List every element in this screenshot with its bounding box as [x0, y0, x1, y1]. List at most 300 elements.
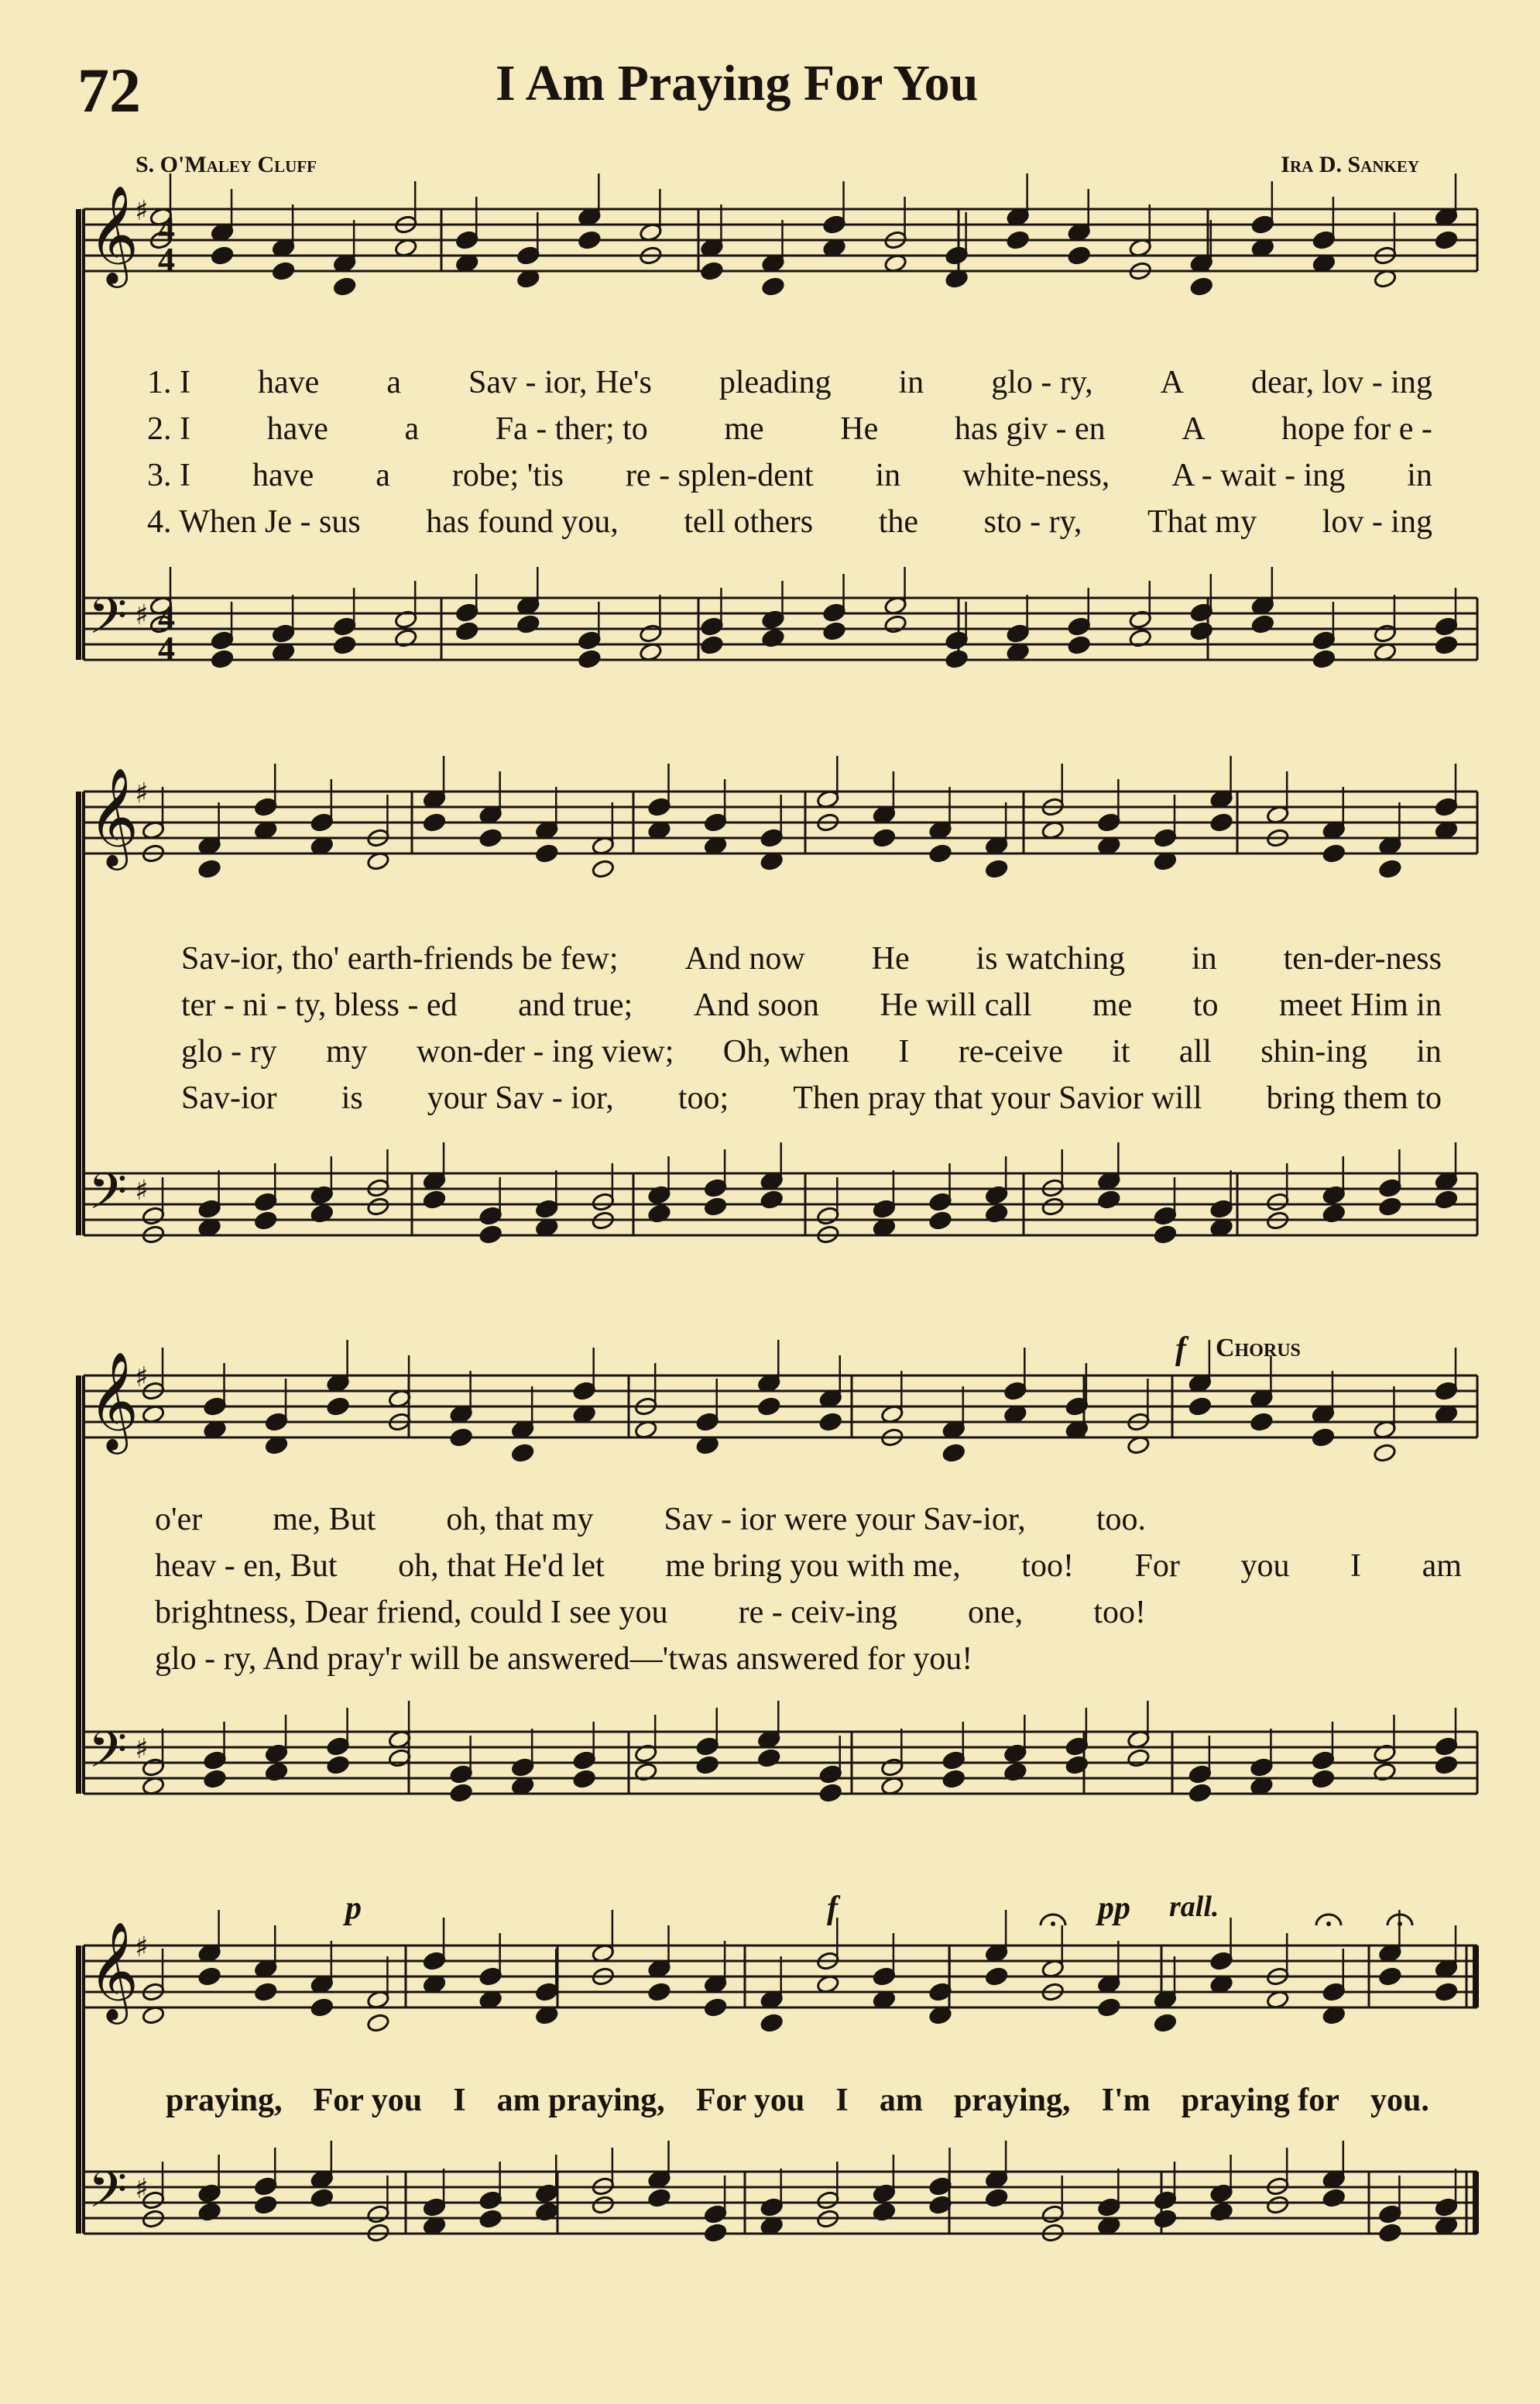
lyric-word: and true; [518, 987, 633, 1023]
note-head [254, 1192, 278, 1212]
note-head [1312, 230, 1336, 250]
lyric-word: That my [1147, 504, 1257, 540]
lyric-word: A - wait - ing [1171, 458, 1346, 493]
note-head [695, 1412, 719, 1432]
bass-clef-icon: 𝄢 [88, 1722, 128, 1791]
note-head [928, 1192, 952, 1212]
time-signature-top: 4 [158, 210, 175, 248]
lyric-word: He will call [880, 987, 1032, 1023]
lyric-word: to [1192, 987, 1219, 1023]
note-head [1266, 2195, 1290, 2215]
hymn-title: I Am Praying For You [496, 55, 979, 112]
note-head [1041, 2204, 1065, 2224]
note-head [704, 1178, 728, 1198]
lyric-word: me, But [273, 1502, 376, 1537]
note-head [478, 1966, 502, 1987]
lyric-word: 4. When Je - sus [147, 504, 361, 540]
lyric-word: have [258, 365, 320, 400]
note-head [942, 1750, 966, 1770]
note-head [880, 1757, 904, 1777]
note-head [272, 623, 296, 644]
sharp-icon: ♯ [135, 778, 149, 809]
note-head [1250, 1757, 1274, 1777]
lyric-word: glo - ry, [991, 365, 1093, 400]
note-head [572, 1750, 596, 1770]
note-head [366, 2013, 390, 2033]
lyric-word: too. [1096, 1502, 1146, 1537]
note-head [761, 276, 785, 297]
note-head [511, 1443, 535, 1463]
note-head [254, 2195, 278, 2215]
note-head [1003, 1381, 1027, 1401]
lyric-line [155, 1640, 1177, 1678]
note-head [455, 603, 479, 623]
lyric-word: in [1407, 458, 1432, 493]
lyric-word: I [1350, 1548, 1362, 1584]
note-head [211, 649, 235, 669]
note-head [1322, 843, 1346, 864]
note-head [1250, 1412, 1274, 1432]
note-head [1065, 1736, 1089, 1757]
note-head [423, 1190, 447, 1210]
note-head [1067, 616, 1091, 637]
note-head [203, 1750, 227, 1770]
lyric-line [181, 940, 1442, 977]
note-head [211, 246, 235, 266]
lyric-line [155, 1501, 1146, 1538]
lyric-word: too; [677, 1080, 729, 1116]
note-head [1435, 1190, 1459, 1210]
note-head [1251, 614, 1275, 634]
note-head [1266, 1192, 1290, 1212]
bass-clef-icon: 𝄢 [88, 2162, 128, 2231]
lyric-word: shin-ing [1260, 1034, 1367, 1070]
note-head [310, 812, 334, 833]
lyric-word: He [871, 941, 910, 977]
note-head [1312, 1750, 1336, 1770]
lyric-word: For you [313, 2083, 423, 2118]
lyric-word: is watching [976, 941, 1126, 977]
lyric-word: Fa - ther; to [495, 411, 648, 447]
lyric-word: He [840, 411, 879, 447]
lyric-word: oh, that He'd let [398, 1548, 605, 1584]
note-head [883, 614, 907, 634]
lyric-word: tell others [684, 504, 814, 540]
note-head [1378, 1966, 1402, 1987]
note-head [760, 828, 784, 848]
note-head [511, 1757, 535, 1777]
note-head [639, 623, 663, 644]
sharp-icon: ♯ [135, 1362, 149, 1393]
note-head [1435, 230, 1459, 250]
note-head [1188, 1764, 1212, 1784]
fermata-dot [1051, 1921, 1055, 1926]
note-head [700, 261, 724, 281]
note-head [942, 1769, 966, 1789]
note-head [449, 1427, 473, 1448]
lyric-word: it [1112, 1034, 1130, 1070]
note-head [1154, 2190, 1178, 2210]
lyric-word: in [898, 365, 924, 400]
note-head [647, 797, 671, 817]
lyric-word: white-ness, [962, 458, 1110, 493]
lyric-word: 3. I [147, 458, 190, 493]
note-head [818, 1783, 842, 1803]
note-head [1006, 623, 1030, 644]
lyric-word: all [1178, 1034, 1212, 1070]
note-head [1154, 828, 1178, 848]
lyric-word: hope for e - [1281, 411, 1432, 447]
lyric-word: re-ceive [958, 1034, 1063, 1070]
treble-clef-icon: 𝄞 [88, 184, 139, 283]
hymn-number: 72 [77, 55, 141, 125]
note-head [818, 1412, 842, 1432]
lyric-word: Sav-ior, tho' earth-friends be few; [181, 941, 619, 977]
sharp-icon: ♯ [135, 599, 149, 631]
note-head [1097, 2197, 1121, 2217]
note-head [254, 797, 278, 817]
note-head [1312, 649, 1336, 669]
system-brace [76, 1375, 81, 1794]
note-head [211, 630, 235, 651]
note-head [326, 1396, 350, 1417]
lyric-word: have [252, 458, 314, 493]
note-head [265, 1412, 289, 1432]
lyric-word: re - splen-dent [625, 458, 814, 493]
note-head [272, 261, 296, 281]
lyric-word: me [724, 411, 764, 447]
note-head [1065, 1396, 1089, 1417]
note-head [822, 215, 846, 235]
dynamic-piano: p [345, 1891, 362, 1926]
sharp-icon: ♯ [135, 1175, 149, 1207]
time-signature-bottom: 4 [158, 241, 175, 279]
note-head [333, 635, 357, 655]
note-head [1378, 2204, 1402, 2224]
lyricist-credit: S. O'Maley Cluff [135, 152, 317, 177]
note-head [592, 2195, 616, 2215]
lyric-word: heav - en, But [155, 1548, 338, 1584]
note-head [197, 859, 221, 879]
note-head [310, 2188, 334, 2208]
note-head [254, 2176, 278, 2196]
note-head [704, 1997, 728, 2018]
lyric-word: I [835, 2083, 849, 2118]
lyric-word: in [1416, 1034, 1442, 1070]
dynamic-forte-chorus: f [1175, 1331, 1186, 1367]
note-head [572, 1769, 596, 1789]
note-head [254, 1211, 278, 1231]
lyric-word: Sav-ior [181, 1080, 277, 1116]
lyric-word: praying for [1181, 2083, 1339, 2118]
note-head [516, 614, 540, 634]
bass-clef-icon: 𝄢 [88, 1163, 128, 1233]
note-head [1127, 1748, 1151, 1768]
note-head [873, 1199, 897, 1219]
note-head [942, 1443, 966, 1463]
lyric-word: your Sav - ior, [427, 1080, 614, 1116]
note-head [1435, 616, 1459, 637]
lyric-word: is [341, 1080, 363, 1116]
note-head [1374, 623, 1398, 644]
final-barline-thick [1473, 1946, 1479, 2007]
dynamic-forte: f [827, 1891, 838, 1926]
time-signature-bottom: 4 [158, 630, 175, 668]
note-head [478, 2209, 502, 2229]
note-head [478, 1224, 502, 1245]
lyric-word: my [325, 1034, 368, 1070]
chorus-label: Chorus [1216, 1334, 1301, 1362]
note-head [1322, 1982, 1346, 2002]
note-head [423, 1951, 447, 1971]
fermata-dot [1398, 1921, 1402, 1926]
note-head [985, 2188, 1009, 2208]
lyric-line [181, 987, 1442, 1024]
note-head [1188, 1396, 1212, 1417]
lyric-word: the [878, 504, 919, 540]
note-head [1378, 859, 1402, 879]
lyric-word: have [266, 411, 328, 447]
lyric-line [147, 364, 1432, 401]
lyric-word: won-der - ing view; [416, 1034, 674, 1070]
note-head [1190, 603, 1214, 623]
note-head [695, 1755, 719, 1775]
note-head [1373, 1443, 1397, 1463]
note-head [985, 1966, 1009, 1987]
time-signature-top: 4 [158, 599, 175, 637]
lyric-word: ter - ni - ty, bless - ed [181, 987, 458, 1023]
sharp-icon: ♯ [135, 1733, 149, 1765]
note-head [592, 859, 616, 879]
lyric-word: I'm [1101, 2083, 1151, 2118]
note-head [1097, 1190, 1121, 1210]
sharp-icon: ♯ [135, 195, 149, 227]
note-head [1041, 1197, 1065, 1217]
treble-clef-icon: 𝄞 [88, 1351, 139, 1450]
note-head [822, 621, 846, 641]
lyric-word: Sav - ior were your Sav-ior, [664, 1502, 1026, 1537]
lyric-word: A [1182, 411, 1206, 447]
note-head [873, 828, 897, 848]
note-head [1209, 1199, 1233, 1219]
note-head [1435, 635, 1459, 655]
note-head [1190, 621, 1214, 641]
sharp-icon: ♯ [135, 1932, 149, 1963]
note-head [1435, 1381, 1459, 1401]
note-head [1435, 2197, 1459, 2217]
lyric-word: robe; 'tis [451, 458, 564, 493]
note-head [816, 1206, 840, 1226]
lyric-word: in [875, 458, 901, 493]
lyric-word: For you [695, 2083, 805, 2118]
note-head [310, 1997, 334, 2018]
lyric-line [181, 1033, 1442, 1070]
dynamic-pianissimo: pp [1098, 1891, 1130, 1926]
note-head [760, 2197, 784, 2217]
note-head [647, 1982, 671, 2002]
note-head [760, 1190, 784, 1210]
lyric-word: am praying, [496, 2083, 665, 2118]
note-head [254, 1982, 278, 2002]
lyric-word: And soon [693, 987, 819, 1023]
note-head [449, 1783, 473, 1803]
note-head [1435, 797, 1459, 817]
lyric-word: oh, that my [446, 1502, 594, 1537]
lyric-word: has found you, [426, 504, 619, 540]
note-head [1322, 2188, 1346, 2208]
note-head [197, 1966, 221, 1987]
note-head [928, 1211, 952, 1231]
note-head [1312, 1769, 1336, 1789]
note-head [516, 246, 540, 266]
lyric-word: me [1092, 987, 1133, 1023]
note-head [592, 1192, 616, 1212]
lyric-word: Sav - ior, He's [468, 365, 652, 400]
note-head [203, 1769, 227, 1789]
note-head [1378, 1178, 1402, 1198]
note-head [455, 230, 479, 250]
note-head [478, 828, 502, 848]
note-head [366, 2204, 390, 2224]
note-head [572, 1381, 596, 1401]
lyric-word: a [376, 458, 390, 493]
note-head [1006, 230, 1030, 250]
note-head [1067, 635, 1091, 655]
lyric-word: I [898, 1034, 910, 1070]
lyric-word: a [386, 365, 401, 400]
lyric-word: bring them to [1266, 1080, 1442, 1116]
lyric-word: For [1134, 1548, 1180, 1584]
lyric-word: praying, [953, 2083, 1071, 2118]
lyric-word: praying, [166, 2083, 283, 2118]
note-head [1435, 1982, 1459, 2002]
lyric-word: And now [684, 941, 805, 977]
note-head [704, 812, 728, 833]
note-head [1097, 1997, 1121, 2018]
note-head [818, 1764, 842, 1784]
note-head [455, 621, 479, 641]
note-head [535, 1199, 559, 1219]
lyric-line [147, 457, 1432, 494]
note-head [1378, 2223, 1402, 2243]
lyric-line [155, 1547, 1462, 1585]
lyric-word: has giv - en [954, 411, 1106, 447]
note-head [326, 1755, 350, 1775]
note-head [535, 843, 559, 864]
note-head [647, 2188, 671, 2208]
note-head [1154, 2209, 1178, 2229]
note-head [478, 1206, 502, 1226]
sharp-icon: ♯ [135, 2173, 149, 2205]
lyric-word: in [1191, 941, 1217, 977]
note-head [704, 2223, 728, 2243]
note-head [757, 1748, 781, 1768]
lyric-word: you [1240, 1548, 1290, 1584]
note-head [203, 1396, 227, 1417]
note-head [1190, 276, 1214, 297]
lyric-word: am [879, 2083, 923, 2118]
note-head [1435, 1755, 1459, 1775]
note-head [449, 1764, 473, 1784]
lyric-line [147, 503, 1432, 541]
note-head [1188, 1783, 1212, 1803]
note-head [366, 1197, 390, 1217]
lyric-word: glo - ry [181, 1034, 277, 1070]
lyric-word: dear, lov - ing [1251, 365, 1432, 400]
note-head [1154, 1224, 1178, 1245]
note-head [1065, 1755, 1089, 1775]
note-head [704, 2204, 728, 2224]
lyric-word: 2. I [147, 411, 190, 447]
system-brace [76, 1946, 81, 2234]
note-head [1378, 1197, 1402, 1217]
lyric-line [181, 1080, 1442, 1117]
note-head [1154, 2013, 1178, 2033]
note-head [704, 1197, 728, 1217]
note-head [333, 276, 357, 297]
note-head [1067, 246, 1091, 266]
treble-clef-icon: 𝄞 [88, 1921, 139, 2020]
lyric-word: A [1160, 365, 1184, 400]
note-head [142, 1206, 166, 1226]
note-head [1312, 630, 1336, 651]
note-head [1097, 812, 1121, 833]
lyric-word: a [404, 411, 420, 447]
note-head [945, 649, 969, 669]
lyric-word: you. [1370, 2083, 1429, 2118]
note-head [1209, 812, 1233, 833]
lyric-word: too! [1021, 1548, 1074, 1584]
rallentando-marking: rall. [1169, 1891, 1219, 1923]
note-head [1312, 1427, 1336, 1448]
note-head [326, 1736, 350, 1757]
lyric-word: lov - ing [1322, 504, 1432, 540]
note-head [757, 1396, 781, 1417]
composer-credit: Ira D. Sankey [1281, 152, 1419, 177]
note-head [695, 1736, 719, 1757]
lyric-word: glo - ry, And pray'r will be answered—'twas answered for you! [155, 1641, 973, 1677]
lyric-word: too! [1093, 1595, 1146, 1630]
treble-clef-icon: 𝄞 [88, 767, 139, 866]
lyric-line [155, 1594, 1146, 1631]
lyric-word: Then pray that your Savior will [793, 1080, 1202, 1116]
lyric-word: re - ceiv-ing [738, 1595, 897, 1630]
lyric-word: ten-der-ness [1283, 941, 1442, 977]
note-head [197, 1199, 221, 1219]
note-head [333, 616, 357, 637]
lyric-word: am [1422, 1548, 1462, 1584]
note-head [423, 2197, 447, 2217]
lyric-word: Oh, when [722, 1034, 850, 1070]
bass-clef-icon: 𝄢 [88, 588, 128, 658]
note-head [1154, 1206, 1178, 1226]
note-head [873, 1966, 897, 1987]
note-head [985, 859, 1009, 879]
note-head [945, 246, 969, 266]
system-brace [76, 209, 81, 660]
note-head [1435, 1736, 1459, 1757]
lyric-word: brightness, Dear friend, could I see you [155, 1595, 668, 1630]
note-head [423, 812, 447, 833]
lyric-line [147, 410, 1432, 448]
note-head [578, 649, 602, 669]
note-head [1209, 1951, 1233, 1971]
final-barline-thick [1473, 2172, 1479, 2234]
lyric-word: pleading [719, 365, 832, 400]
note-head [700, 616, 724, 637]
lyric-word: 1. I [147, 365, 190, 400]
lyric-word: o'er [155, 1502, 203, 1537]
